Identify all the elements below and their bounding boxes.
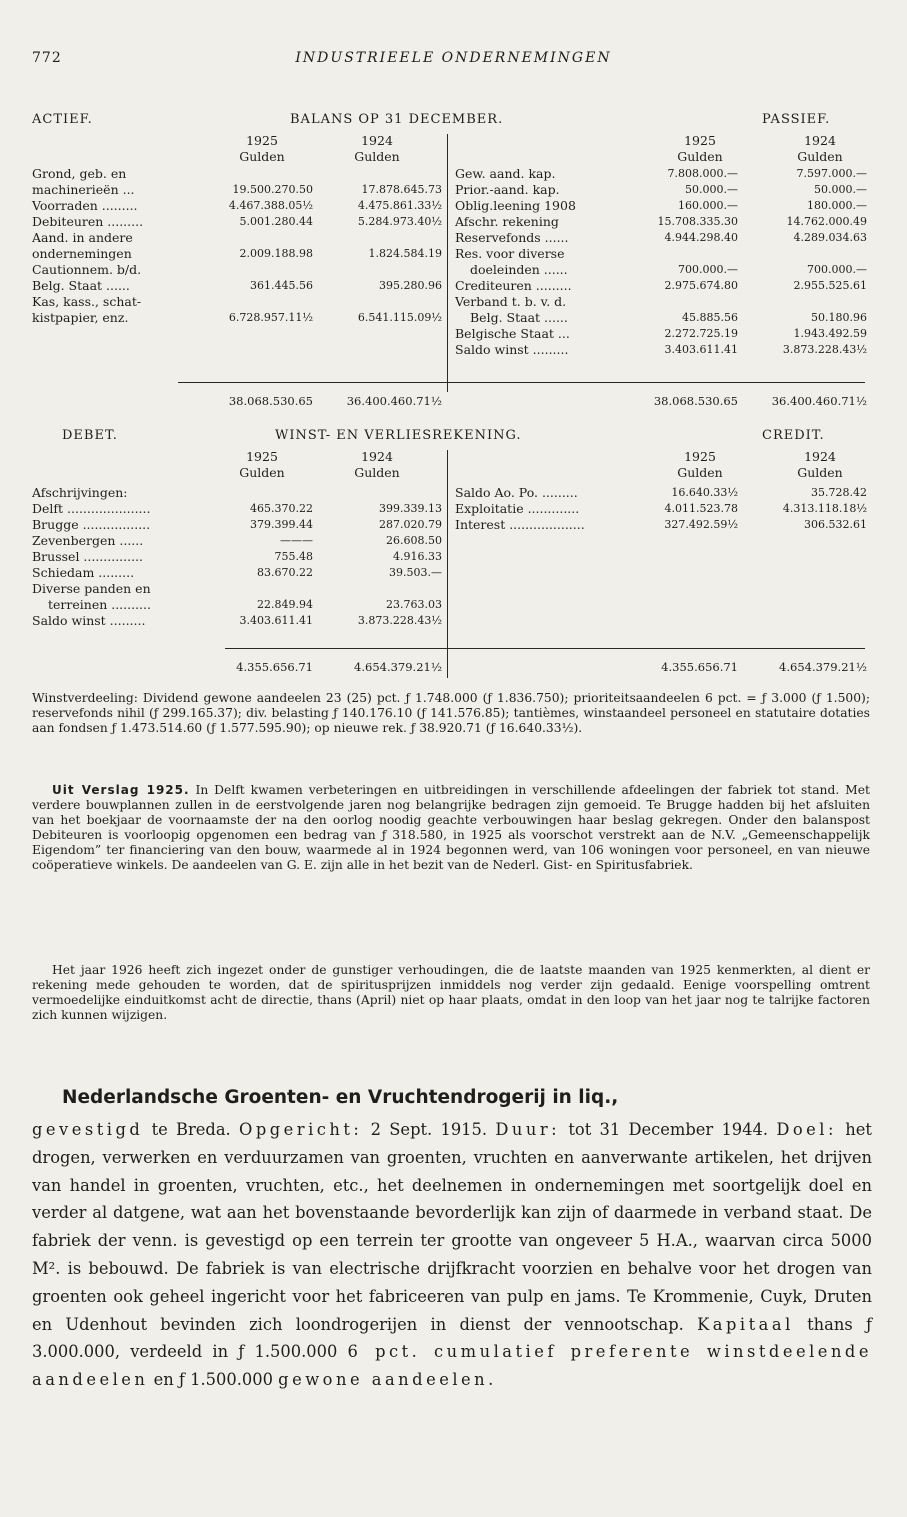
passief-row-1925: 3.403.611.41 [664, 343, 738, 356]
passief-row-1925: 2.975.674.80 [664, 279, 738, 292]
passief-row-1924: 1.943.492.59 [793, 327, 867, 340]
passief-row-label: Belgische Staat ... [455, 326, 570, 341]
actief-total-1924: 36.400.460.71½ [346, 394, 442, 408]
passief-unit-1924: Gulden [797, 149, 843, 164]
company-name: Nederlandsche Groenten- en Vruchtendrogerij in liq., [62, 1087, 619, 1108]
debet-row-1924: 26.608.50 [386, 534, 442, 547]
actief-row-1925: 6.728.957.11½ [228, 311, 313, 324]
page-number: 772 [32, 50, 62, 66]
credit-total-1924: 4.654.379.21½ [779, 660, 867, 674]
passief-row-1925: 50.000.— [685, 183, 738, 196]
credit-row-label: Interest ................... [455, 517, 585, 532]
debet-row-label: Brussel ............... [32, 549, 144, 564]
debet-row-1925: 465.370.22 [250, 502, 313, 515]
gewone-label: gewone aandeelen. [278, 1370, 497, 1390]
actief-unit-1924: Gulden [354, 149, 400, 164]
debet-row-1924: 287.020.79 [379, 518, 442, 531]
actief-row-label: Belg. Staat ...... [32, 278, 130, 293]
doel-label: Doel: [776, 1120, 837, 1139]
actief-total-1925: 38.068.530.65 [228, 394, 313, 408]
passief-row-1924: 14.762.000.49 [786, 215, 867, 228]
opgericht-value: 2 Sept. 1915. [370, 1120, 488, 1139]
actief-total-rule [178, 382, 447, 383]
actief-row-label: ondernemingen [32, 246, 132, 261]
passief-row-1924: 7.597.000.— [796, 167, 867, 180]
debet-row-label: Saldo winst ......... [32, 613, 146, 628]
passief-row-label: Saldo winst ......... [455, 342, 569, 357]
actief-row-label: Kas, kass., schat- [32, 294, 142, 309]
passief-row-label: Gew. aand. kap. [455, 166, 556, 181]
debet-row-1925: 3.403.611.41 [239, 614, 313, 627]
gevestigd-value: te Breda. [151, 1120, 231, 1139]
actief-row-1925: 4.467.388.05½ [228, 199, 313, 212]
passief-row-1924: 50.180.96 [811, 311, 867, 324]
preferente-label: 6 pct. cumulatief preferente winstdeelende aandeelen [32, 1342, 872, 1390]
debet-unit-1924: Gulden [354, 465, 400, 480]
passief-year-1925: 1925 [684, 133, 716, 148]
actief-row-1925: 19.500.270.50 [232, 183, 313, 196]
company-description [32, 1116, 872, 1394]
debet-unit-1925: Gulden [239, 465, 285, 480]
passief-row-1925: 15.708.335.30 [657, 215, 738, 228]
debet-row-1925: 755.48 [274, 550, 313, 563]
pl-divider [447, 450, 448, 678]
passief-total-1924: 36.400.460.71½ [771, 394, 867, 408]
credit-row-1924: 306.532.61 [804, 518, 867, 531]
credit-year-1924: 1924 [804, 449, 836, 464]
credit-row-1925: 16.640.33½ [671, 486, 738, 499]
duur-value: tot 31 December 1944. [568, 1120, 769, 1139]
running-header [32, 50, 875, 74]
credit-row-1924: 4.313.118.18½ [782, 502, 867, 515]
passief-row-1924: 180.000.— [807, 199, 867, 212]
passief-row-1924: 4.289.034.63 [793, 231, 867, 244]
verslag-text-1: In Delft kwamen verbeteringen en uitbreidingen in verschillende afdeelingen der fabriek tot stand. Met verdere bouwplannen zullen in de eerstvolgende jaren nog belangrijke bedragen zijn gemoeid. Te Brugge hadden bij het afsluiten van het boekjaar de voornaamste der na den oorlog noodig geachte verbouwingen haar beslag gekregen. Onder den balanspost Debiteuren is voorloopig opgenomen een bedrag van ƒ 318.580, in 1925 als voorschot verstrekt aan de N.V. „Gemeenschappelijk Eigendom” ter financiering van den bouw, waarmede al in 1924 begonnen werd, van 106 woningen voor personeel, en van nieuwe coöperatieve winkels. De aandeelen van G. E. zijn alle in het bezit van de Nederl. Gist- en Spiritusfabriek. [32, 783, 870, 872]
credit-row-label: Exploitatie ............. [455, 501, 580, 516]
debet-row-label: terreinen .......... [48, 597, 151, 612]
actief-year-1925: 1925 [246, 133, 278, 148]
actief-row-label: Aand. in andere [32, 230, 133, 245]
credit-label: CREDIT. [762, 428, 825, 443]
debet-row-label: Delft ..................... [32, 501, 151, 516]
actief-row-label: machinerieën ... [32, 182, 135, 197]
credit-unit-1924: Gulden [797, 465, 843, 480]
passief-row-1925: 45.885.56 [682, 311, 738, 324]
passief-row-1924: 50.000.— [814, 183, 867, 196]
debet-row-1924: 39.503.— [389, 566, 442, 579]
balance-divider [447, 134, 448, 392]
credit-row-1924: 35.728.42 [811, 486, 867, 499]
debet-row-1925: 379.399.44 [250, 518, 313, 531]
actief-row-1924: 6.541.115.09½ [357, 311, 442, 324]
duur-label: Duur: [495, 1120, 561, 1139]
passief-row-label: Afschr. rekening [455, 214, 559, 229]
debet-row-1925: 22.849.94 [257, 598, 313, 611]
passief-row-label: doeleinden ...... [470, 262, 568, 277]
verslag-lead: Uit Verslag 1925. [52, 783, 190, 797]
passief-row-label: Res. voor diverse [455, 246, 565, 261]
debet-row-label: Afschrijvingen: [32, 485, 128, 500]
actief-row-label: Grond, geb. en [32, 166, 127, 181]
debet-year-1925: 1925 [246, 449, 278, 464]
passief-total-1925: 38.068.530.65 [653, 394, 738, 408]
debet-total-1924: 4.654.379.21½ [354, 660, 442, 674]
kapitaal-value-a: thans ƒ 3.000.000, verdeeld in ƒ 1.500.000 [32, 1314, 872, 1362]
passief-row-1925: 2.272.725.19 [664, 327, 738, 340]
passief-row-1924: 700.000.— [807, 263, 867, 276]
passief-row-1924: 2.955.525.61 [793, 279, 867, 292]
actief-row-label: kistpapier, enz. [32, 310, 129, 325]
doel-value: het drogen, verwerken en verduurzamen van groenten, vruchten en aanverwante artikelen, het drijven van handel in groenten, vruchten, etc., het deelnemen in ondernemingen met soortgelijk doel en verder al datgene, wat aan het bovenstaande bevorderlijk kan zijn of daarmede in verband staat. De fabriek der venn. is gevestigd op een terrein ter grootte van ongeveer 5 H.A., waarvan circa 5000 M². is bebouwd. De fabriek is van electrische drijfkracht voorzien en behalve voor het drogen van groenten ook geheel ingericht voor het fabriceeren van pulp en jams. Te Krommenie, Cuyk, Druten en Udenhout bevinden zich loondrogerijen in dienst der vennootschap. [32, 1120, 872, 1334]
passief-row-label: Verband t. b. v. d. [455, 294, 567, 309]
passief-row-1925: 700.000.— [678, 263, 738, 276]
verslag-paragraph-1 [32, 783, 870, 873]
debet-row-1925: ——— [280, 534, 313, 547]
actief-row-1925: 5.001.280.44 [239, 215, 313, 228]
passief-row-label: Reservefonds ...... [455, 230, 569, 245]
actief-unit-1925: Gulden [239, 149, 285, 164]
actief-row-1924: 17.878.645.73 [361, 183, 442, 196]
debet-row-label: Schiedam ......... [32, 565, 135, 580]
debet-label: DEBET. [62, 428, 118, 443]
actief-row-1924: 1.824.584.19 [368, 247, 442, 260]
debet-row-1924: 3.873.228.43½ [357, 614, 442, 627]
actief-year-1924: 1924 [361, 133, 393, 148]
opgericht-label: Opgericht: [238, 1120, 363, 1139]
actief-row-label: Debiteuren ......... [32, 214, 144, 229]
actief-row-1924: 395.280.96 [379, 279, 442, 292]
actief-row-1925: 361.445.56 [250, 279, 313, 292]
credit-row-label: Saldo Ao. Po. ......... [455, 485, 578, 500]
passief-row-label: Belg. Staat ...... [470, 310, 568, 325]
pl-title: WINST- EN VERLIESREKENING. [275, 428, 522, 443]
debet-row-label: Zevenbergen ...... [32, 533, 144, 548]
debet-total-rule [225, 648, 447, 649]
passief-row-1925: 160.000.— [678, 199, 738, 212]
actief-label: ACTIEF. [32, 112, 93, 127]
debet-row-1924: 399.339.13 [379, 502, 442, 515]
passief-year-1924: 1924 [804, 133, 836, 148]
verslag-text-2: Het jaar 1926 heeft zich ingezet onder de gunstiger verhoudingen, die de laatste maanden van 1925 kenmerkten, al dient er rekening mede gehouden te worden, dat de spiritusprijzen inmiddels nog verder zijn gedaald. Eenige voorspelling omtrent vermoedelijke einduitkomst acht de directie, thans (April) niet op haar plaats, omdat in den loop van het jaar nog te talrijke factoren zich kunnen wijzigen. [32, 963, 870, 1022]
actief-row-1924: 5.284.973.40½ [357, 215, 442, 228]
balance-title: BALANS OP 31 DECEMBER. [290, 112, 504, 127]
actief-row-label: Cautionnem. b/d. [32, 262, 142, 277]
gevestigd-label: gevestigd [32, 1120, 144, 1139]
passief-total-rule [447, 382, 865, 383]
debet-row-label: Diverse panden en [32, 581, 151, 596]
verslag-paragraph-2 [32, 963, 870, 1023]
passief-row-1925: 7.808.000.— [667, 167, 738, 180]
passief-row-1924: 3.873.228.43½ [782, 343, 867, 356]
winstverdeeling-paragraph: Winstverdeeling: Dividend gewone aandeelen 23 (25) pct. ƒ 1.748.000 (ƒ 1.836.750); prioriteitsaandeelen 6 pct. = ƒ 3.000 (ƒ 1.500); reservefonds nihil (ƒ 299.165.37); div. belasting ƒ 140.176.10 (ƒ 141.576.85); tantièmes, winstaandeel personeel en statutaire dotaties aan fondsen ƒ 1.473.514.60 (ƒ 1.577.595.90); op nieuwe rek. ƒ 38.920.71 (ƒ 16.640.33½). [32, 691, 870, 735]
credit-row-1925: 4.011.523.78 [664, 502, 738, 515]
passief-row-label: Prior.-aand. kap. [455, 182, 560, 197]
credit-total-rule [447, 648, 865, 649]
debet-row-1924: 4.916.33 [393, 550, 442, 563]
debet-row-label: Brugge ................. [32, 517, 151, 532]
passief-row-1925: 4.944.298.40 [664, 231, 738, 244]
debet-total-1925: 4.355.656.71 [236, 660, 313, 674]
kapitaal-label: Kapitaal [697, 1314, 794, 1334]
passief-label: PASSIEF. [762, 112, 831, 127]
debet-year-1924: 1924 [361, 449, 393, 464]
passief-row-label: Oblig.leening 1908 [455, 198, 576, 213]
kapitaal-value-b: en ƒ 1.500.000 [153, 1370, 273, 1390]
debet-row-1925: 83.670.22 [257, 566, 313, 579]
credit-unit-1925: Gulden [677, 465, 723, 480]
actief-row-label: Voorraden ......... [32, 198, 138, 213]
actief-row-1925: 2.009.188.98 [239, 247, 313, 260]
actief-row-1924: 4.475.861.33½ [357, 199, 442, 212]
passief-unit-1925: Gulden [677, 149, 723, 164]
passief-row-label: Crediteuren ......... [455, 278, 572, 293]
debet-row-1924: 23.763.03 [386, 598, 442, 611]
credit-total-1925: 4.355.656.71 [661, 660, 738, 674]
credit-year-1925: 1925 [684, 449, 716, 464]
running-title: INDUSTRIEELE ONDERNEMINGEN [295, 50, 612, 66]
credit-row-1925: 327.492.59½ [664, 518, 738, 531]
